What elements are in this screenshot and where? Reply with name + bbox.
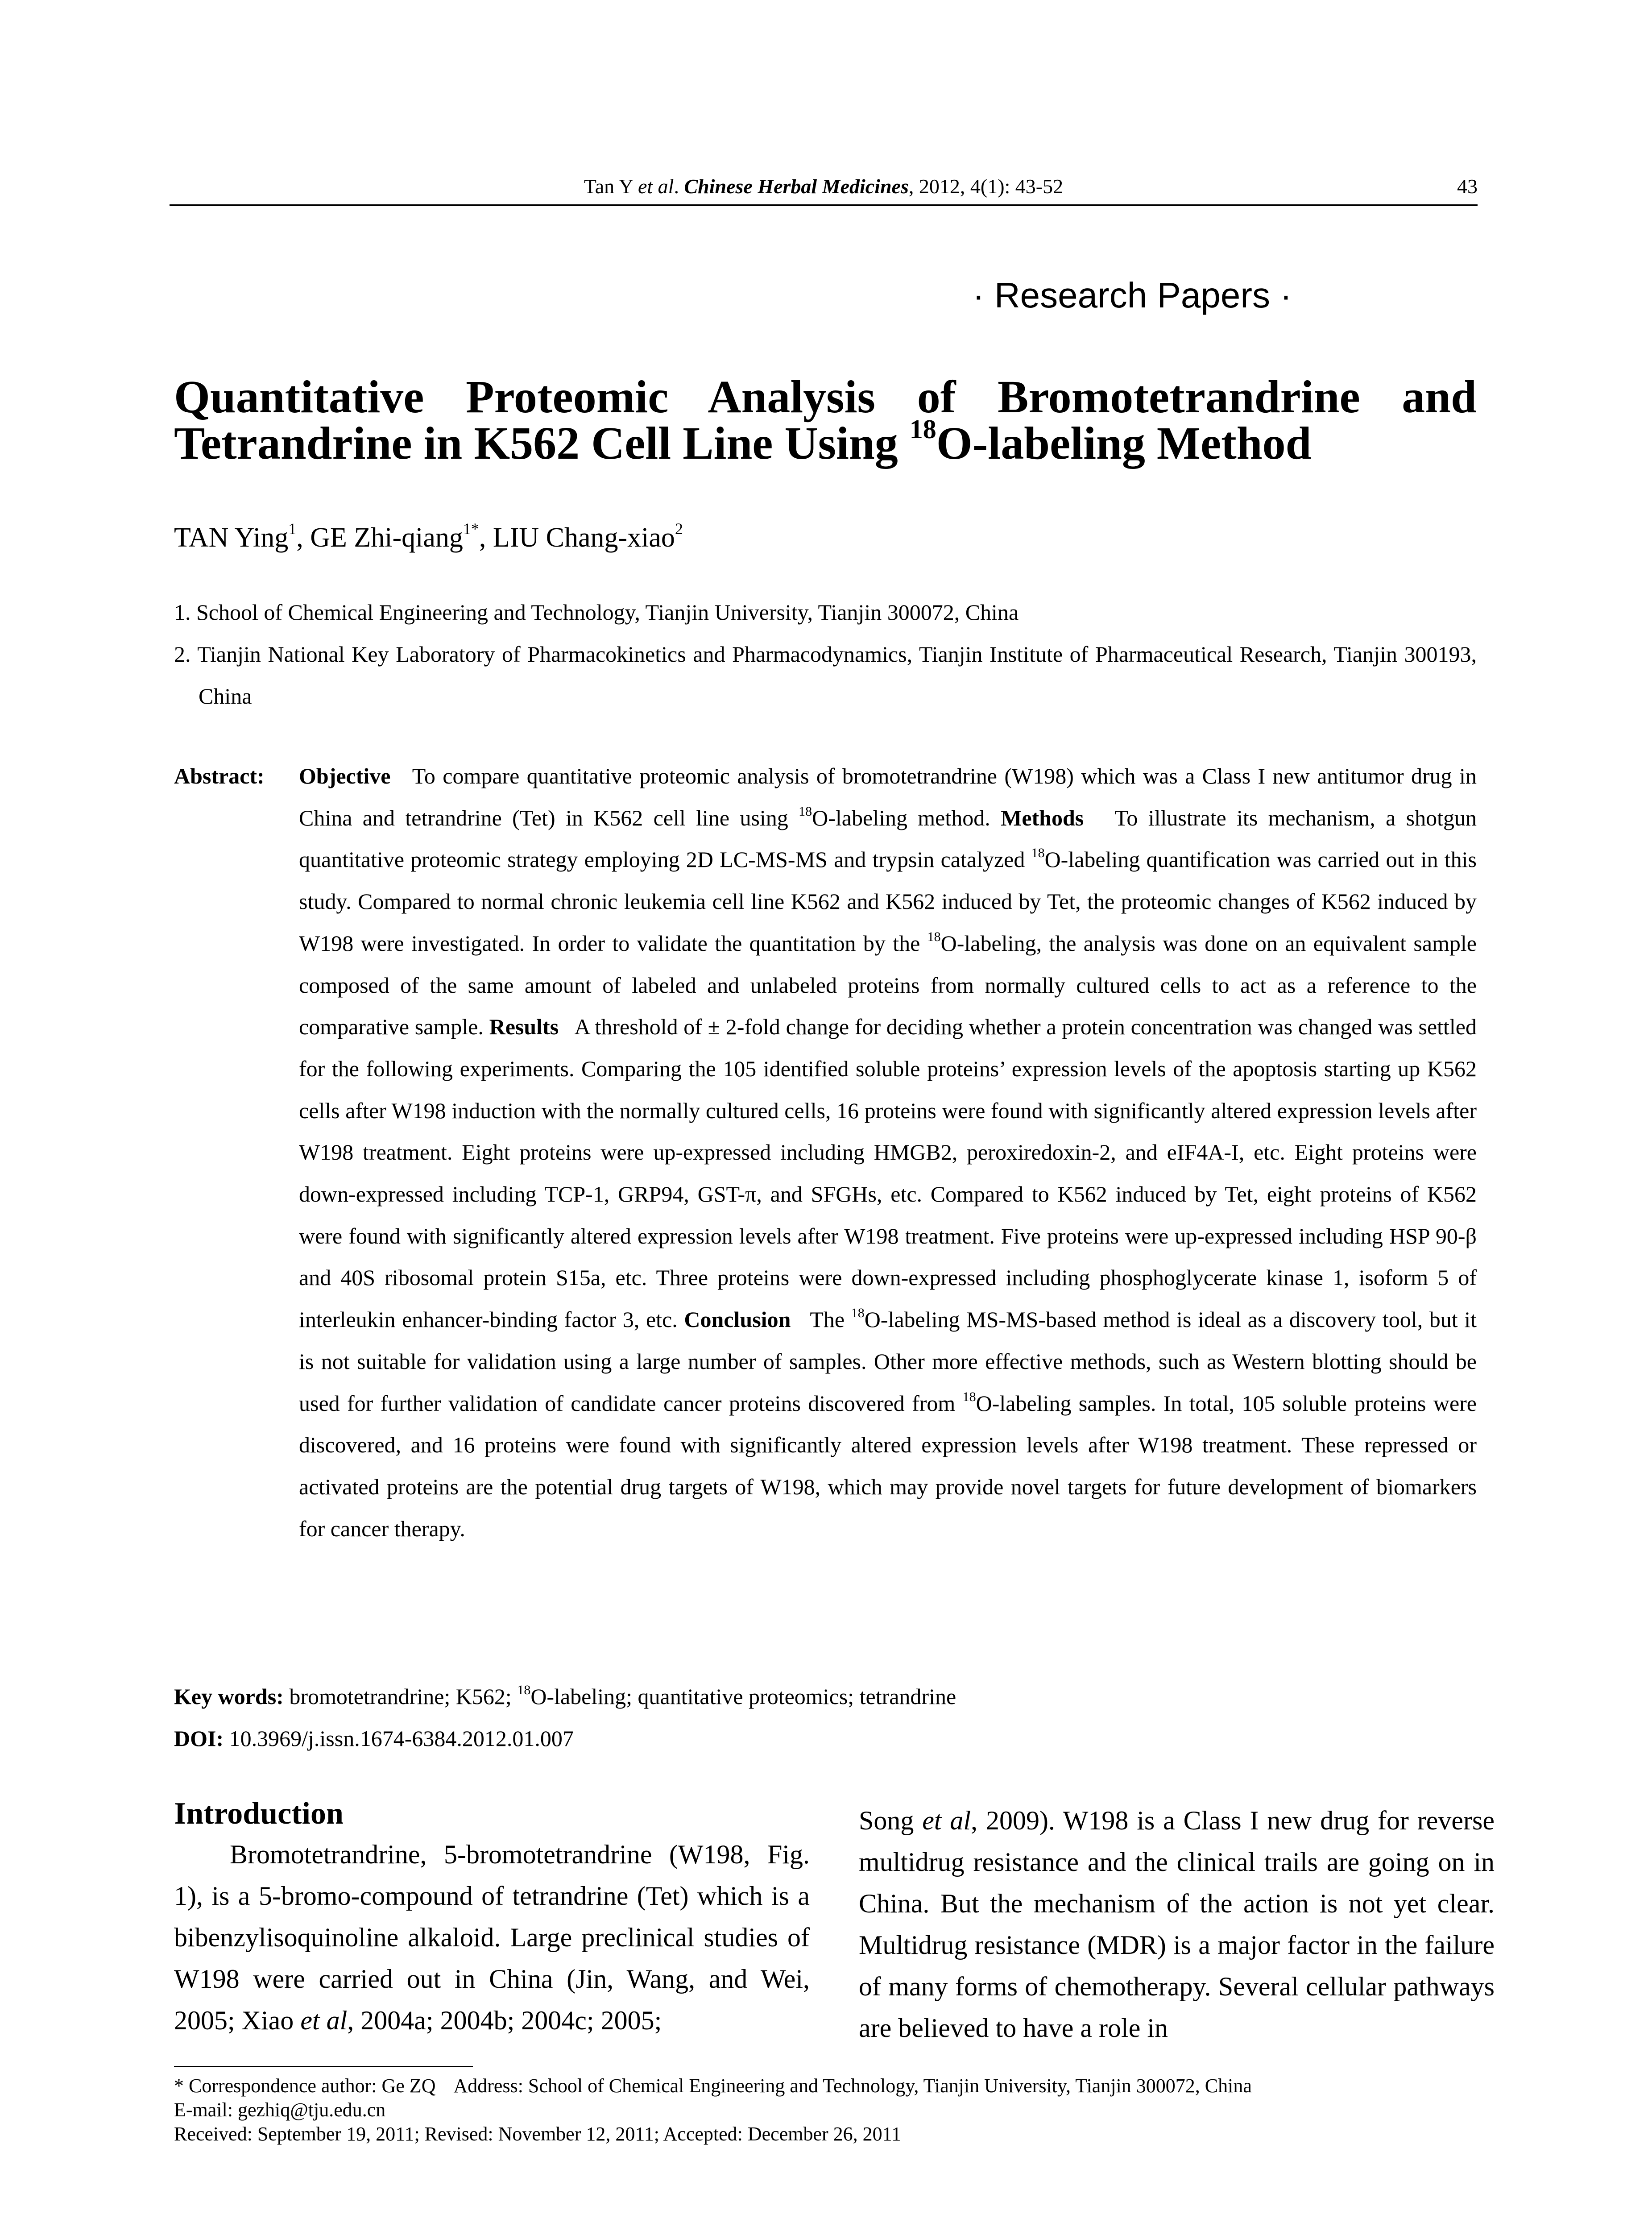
- author-affiliation-mark: 2: [675, 520, 683, 538]
- keywords-line: Key words: bromotetrandrine; K562; $^{18}$O-labeling; quantitative proteomics; tetrandrine: [174, 1683, 956, 1709]
- affiliation-item: 2. Tianjin National Key Laboratory of Pharmacokinetics and Pharmacodynamics, Tianjin Institute of Pharmaceutical Research, Tianjin 300193, China: [174, 642, 1477, 709]
- author-name: GE Zhi-qiang: [310, 523, 463, 553]
- objective-label: Objective: [299, 763, 391, 788]
- intro-paragraph-continued: Song et al, 2009). W198 is a Class I new drug for reverse multidrug resistance and the clinical trails are going on in China. But the mechanism of the action is not yet clear. Multidrug resistance (MDR) is a major factor in the failure of many forms of chemotherapy. Several cellular pathways are believed to have a role in: [859, 1806, 1495, 2043]
- doi-line: [174, 1717, 1477, 1759]
- correspondence-line: * Correspondence author: Ge ZQ Address: School of Chemical Engineering and Technology, Tianjin University, Tianjin 300072, China: [174, 2075, 1252, 2097]
- doi-value: 10.3969/j.issn.1674-6384.2012.01.007: [224, 1726, 574, 1751]
- doi-label: DOI:: [174, 1726, 224, 1751]
- page-number: 43: [1457, 175, 1478, 198]
- header-citation: Tan Y et al. Chinese Herbal Medicines, 2012, 4(1): 43-52: [584, 175, 1064, 198]
- methods-label: Methods: [1001, 805, 1084, 830]
- footnotes: [174, 2074, 1477, 2146]
- abstract-body: Objective To compare quantitative proteomic analysis of bromotetrandrine (W198) which was a Class I new antitumor drug in China and tetrandrine (Tet) in K562 cell line using $^{18}$O-labeling method. Methods To illustrate its mechanism, a shotgun quantitative proteomic strategy employing 2D LC-MS-MS and trypsin catalyzed $^{18}$O-labeling quantification was carried out in this study. Compared to normal chronic leukemia cell line K562 and K562 induced by Tet, the proteomic changes of K562 induced by W198 were investigated. In order to validate the quantitation by the $^{18}$O-labeling, the analysis was done on an equivalent sample composed of the same amount of labeled and unlabeled proteins from normally cultured cells to act as a reference to the comparative sample. Results A threshold of ± 2-fold change for deciding whether a protein concentration was changed was settled for the following experiments. Comparing the 105 identified soluble proteins’ expression levels of the apoptosis starting up K562 cells after W198 induction with the normally cultured cells, 16 proteins were found with significantly altered expression levels after W198 treatment. Eight proteins were up-expressed including HMGB2, peroxiredoxin-2, and eIF4A-I, etc. Eight proteins were down-expressed including TCP-1, GRP94, GST-π, and SFGHs, etc. Compared to K562 induced by Tet, eight proteins of K562 were found with significantly altered expression levels after W198 treatment. Five proteins were up-expressed including HSP 90-β and 40S ribosomal protein S15a, etc. Three proteins were down-expressed including phosphoglycerate kinase 1, isoform 5 of interleukin enhancer-binding factor 3, etc. Conclusion The $^{18}$O-labeling MS-MS-based method is ideal as a discovery tool, but it is not suitable for validation using a large number of samples. Other more effective methods, such as Western blotting should be used for further validation of candidate cancer proteins discovered from $^{18}$O-labeling samples. In total, 105 soluble proteins were discovered, and 16 proteins were found with significantly altered expression levels after W198 treatment. These repressed or activated proteins are the potential drug targets of W198, which may provide novel targets for future development of biomarkers for cancer therapy.: [299, 763, 1477, 1541]
- keywords-label: Key words:: [174, 1684, 284, 1709]
- keywords-block: [174, 1675, 1477, 1759]
- article-title: [174, 371, 1477, 469]
- title-line-2: Tetrandrine in K562 Cell Line Using $^{18}$O-labeling Method: [174, 415, 1312, 469]
- footnote-divider: [174, 2066, 473, 2067]
- title-line-1: Quantitative Proteomic Analysis of Bromotetrandrine and: [174, 371, 1477, 423]
- running-header: [170, 173, 1478, 206]
- intro-paragraph: Bromotetrandrine, 5-bromotetrandrine (W198, Fig. 1), is a 5-bromo-compound of tetrandrine (Tet) which is a bibenzylisoquinoline alkaloid. Large preclinical studies of W198 were carried out in China (Jin, Wang, and Wei, 2005; Xiao et al, 2004a; 2004b; 2004c; 2005;: [174, 1840, 810, 2035]
- author-list: TAN Ying$^1$, GE Zhi-qiang$^{1*}$, LIU Chang-xiao$^2$: [174, 520, 683, 553]
- email-line: E-mail: gezhiq@tju.edu.cn: [174, 2099, 386, 2121]
- dates-line: Received: September 19, 2011; Revised: November 12, 2011; Accepted: December 26, 2011: [174, 2123, 901, 2145]
- body-column-left: [174, 1794, 810, 2041]
- author-name: TAN Ying: [174, 523, 289, 553]
- conclusion-label: Conclusion: [684, 1307, 791, 1332]
- section-heading-introduction: Introduction: [174, 1796, 344, 1831]
- author-affiliation-mark: 1*: [463, 520, 479, 538]
- abstract: [174, 755, 1477, 1550]
- affiliations: [174, 591, 1477, 717]
- section-label: · Research Papers ·: [973, 275, 1292, 315]
- abstract-label: Abstract:: [174, 763, 265, 788]
- author-name: LIU Chang-xiao: [493, 523, 675, 553]
- body-column-right: [859, 1800, 1495, 2049]
- results-label: Results: [489, 1014, 559, 1040]
- author-affiliation-mark: 1: [288, 520, 297, 538]
- affiliation-item: 1. School of Chemical Engineering and Technology, Tianjin University, Tianjin 300072, China: [174, 600, 1019, 625]
